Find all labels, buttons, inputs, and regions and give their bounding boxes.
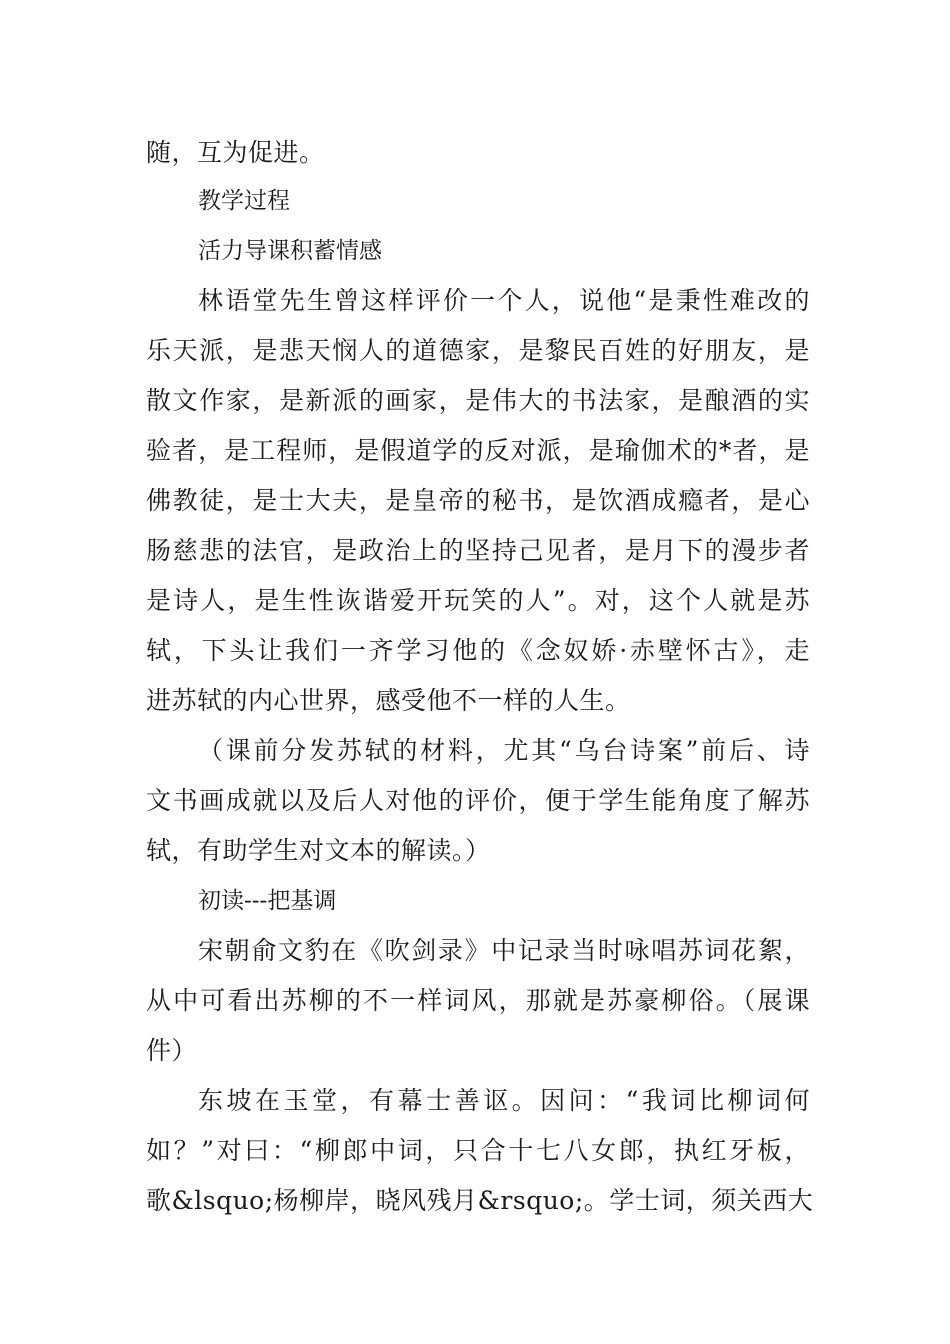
- paragraph-line: 宋朝俞文豹在《吹剑录》中记录当时咏唱苏词花絮，: [198, 936, 810, 965]
- section-heading: 教学过程: [198, 188, 290, 214]
- paragraph-line: 佛教徒，是士大夫，是皇帝的秘书，是饮酒成瘾者，是心: [146, 486, 810, 515]
- paragraph-line: 肠慈悲的法官，是政治上的坚持己见者，是月下的漫步者: [146, 536, 810, 565]
- paragraph-line: 文书画成就以及后人对他的评价，便于学生能角度了解苏: [146, 786, 810, 815]
- paragraph-line: 轼，下头让我们一齐学习他的《念奴娇·赤壁怀古》，走: [146, 636, 810, 665]
- paragraph-line: 散文作家，是新派的画家，是伟大的书法家，是酿酒的实: [146, 386, 810, 415]
- paragraph-line: 进苏轼的内心世界，感受他不一样的人生。: [146, 686, 631, 715]
- paragraph-line: （课前分发苏轼的材料，尤其“乌台诗案”前后、诗: [198, 736, 810, 765]
- paragraph-line: 件）: [146, 1036, 198, 1065]
- paragraph-line: 乐天派，是悲天悯人的道德家，是黎民百姓的好朋友，是: [146, 336, 810, 365]
- paragraph-line: 如？”对曰：“柳郎中词，只合十七八女郎，执红牙板，: [146, 1136, 810, 1165]
- paragraph-line: 验者，是工程师，是假道学的反对派，是瑜伽术的*者，是: [146, 436, 810, 465]
- paragraph-line: 东坡在玉堂，有幕士善讴。因问：“我词比柳词何: [198, 1086, 810, 1115]
- paragraph-line: 轼，有助学生对文本的解读。）: [146, 836, 491, 865]
- paragraph-line: 林语堂先生曾这样评价一个人，说他“是秉性难改的: [198, 286, 810, 315]
- section-heading: 初读---把基调: [198, 888, 337, 914]
- paragraph-line: 歌&lsquo;杨柳岸，晓风残月&rsquo;。学士词，须关西大: [146, 1186, 814, 1215]
- paragraph-line: 是诗人，是生性诙谐爱开玩笑的人”。对，这个人就是苏: [146, 586, 810, 615]
- paragraph-line: 从中可看出苏柳的不一样词风，那就是苏豪柳俗。（展课: [146, 986, 810, 1015]
- paragraph-line: 随，互为促进。: [146, 138, 325, 167]
- section-heading: 活力导课积蓄情感: [198, 238, 382, 264]
